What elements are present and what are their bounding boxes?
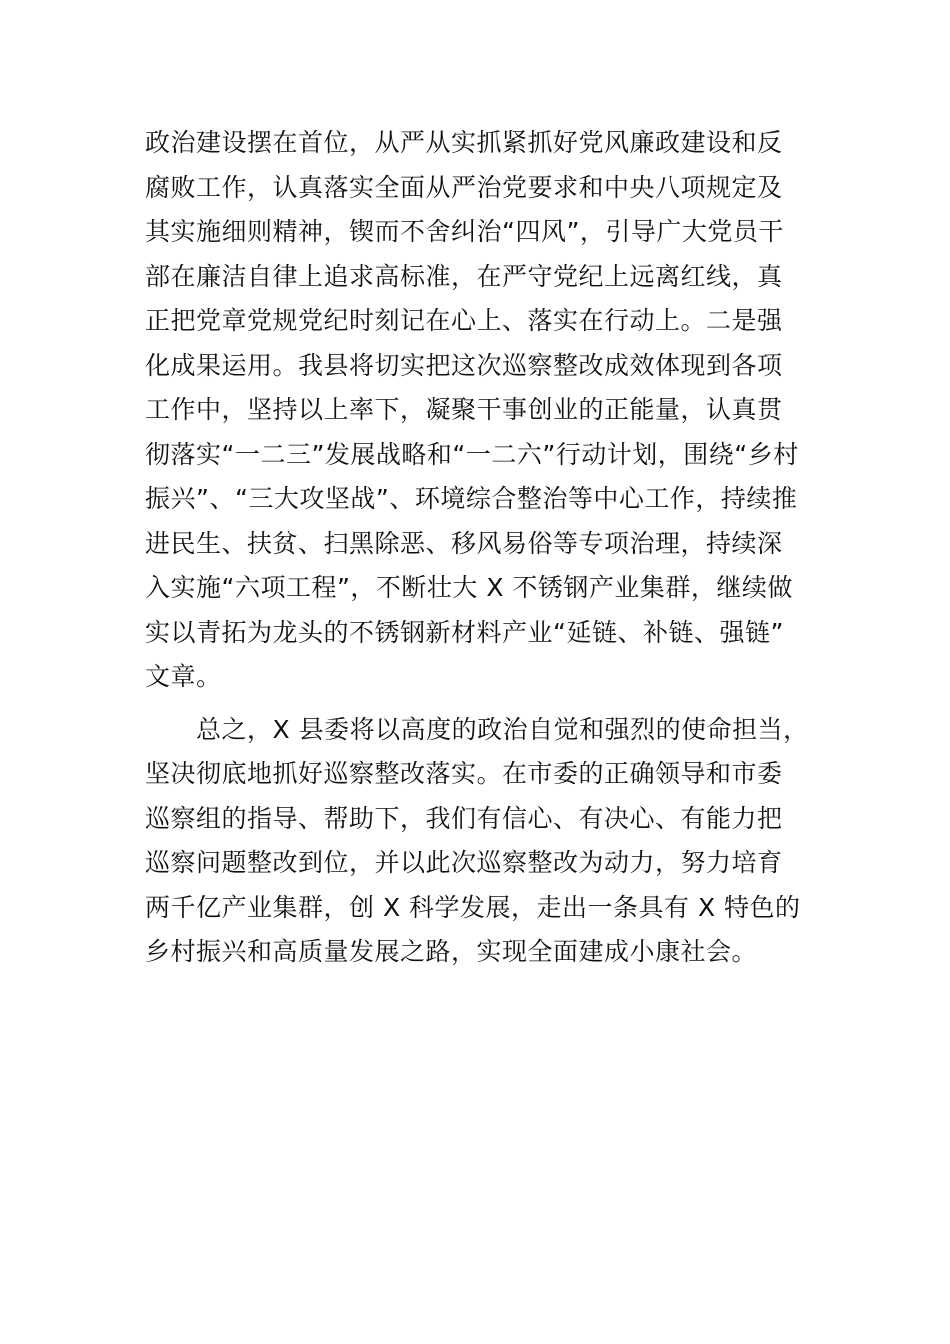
- paragraph-1: [145, 121, 810, 700]
- text-line: 巡察问题整改到位，并以此次巡察整改为动力，努力培育: [145, 848, 783, 877]
- text-line: 正把党章党规党纪时刻记在心上、落实在行动上。二是强: [145, 306, 783, 335]
- text-line: 振兴”、“三大攻坚战”、环境综合整治等中心工作，持续推: [145, 484, 798, 513]
- text-line: 工作中，坚持以上率下，凝聚干事创业的正能量，认真贯: [145, 395, 783, 424]
- text-line: 其实施细则精神，锲而不舍纠治“四风”，引导广大党员干: [145, 217, 784, 246]
- text-line: 化成果运用。我县将切实把这次巡察整改成效体现到各项: [145, 350, 783, 380]
- text-line: 总之，X 县委将以高度的政治自觉和强烈的使命担当，: [145, 714, 809, 744]
- text-line: 两千亿产业集群，创 X 科学发展，走出一条具有 X 特色的: [145, 892, 801, 922]
- paragraph-2: [145, 708, 810, 975]
- text-line: 彻落实“一二三”发展战略和“一二六”行动计划，围绕“乡村: [145, 439, 799, 469]
- text-line: 部在廉洁自律上追求高标准，在严守党纪上远离红线，真: [145, 261, 783, 291]
- document-body: [145, 121, 810, 975]
- text-line: 文章。: [145, 662, 222, 691]
- text-line: 乡村振兴和高质量发展之路，实现全面建成小康社会。: [145, 937, 758, 966]
- text-line: 坚决彻底地抓好巡察整改落实。在市委的正确领导和市委: [145, 759, 783, 788]
- text-line: 政治建设摆在首位，从严从实抓紧抓好党风廉政建设和反: [145, 128, 783, 157]
- text-line: 入实施“六项工程”，不断壮大 X 不锈钢产业集群，继续做: [145, 573, 793, 602]
- paragraph-spacer: [145, 700, 810, 708]
- text-line: 实以青拓为龙头的不锈钢新材料产业“延链、补链、强链”: [145, 617, 784, 647]
- text-line: 进民生、扶贫、扫黑除恶、移风易俗等专项治理，持续深: [145, 528, 783, 558]
- text-line: 腐败工作，认真落实全面从严治党要求和中央八项规定及: [145, 172, 783, 202]
- text-line: 巡察组的指导、帮助下，我们有信心、有决心、有能力把: [145, 803, 783, 833]
